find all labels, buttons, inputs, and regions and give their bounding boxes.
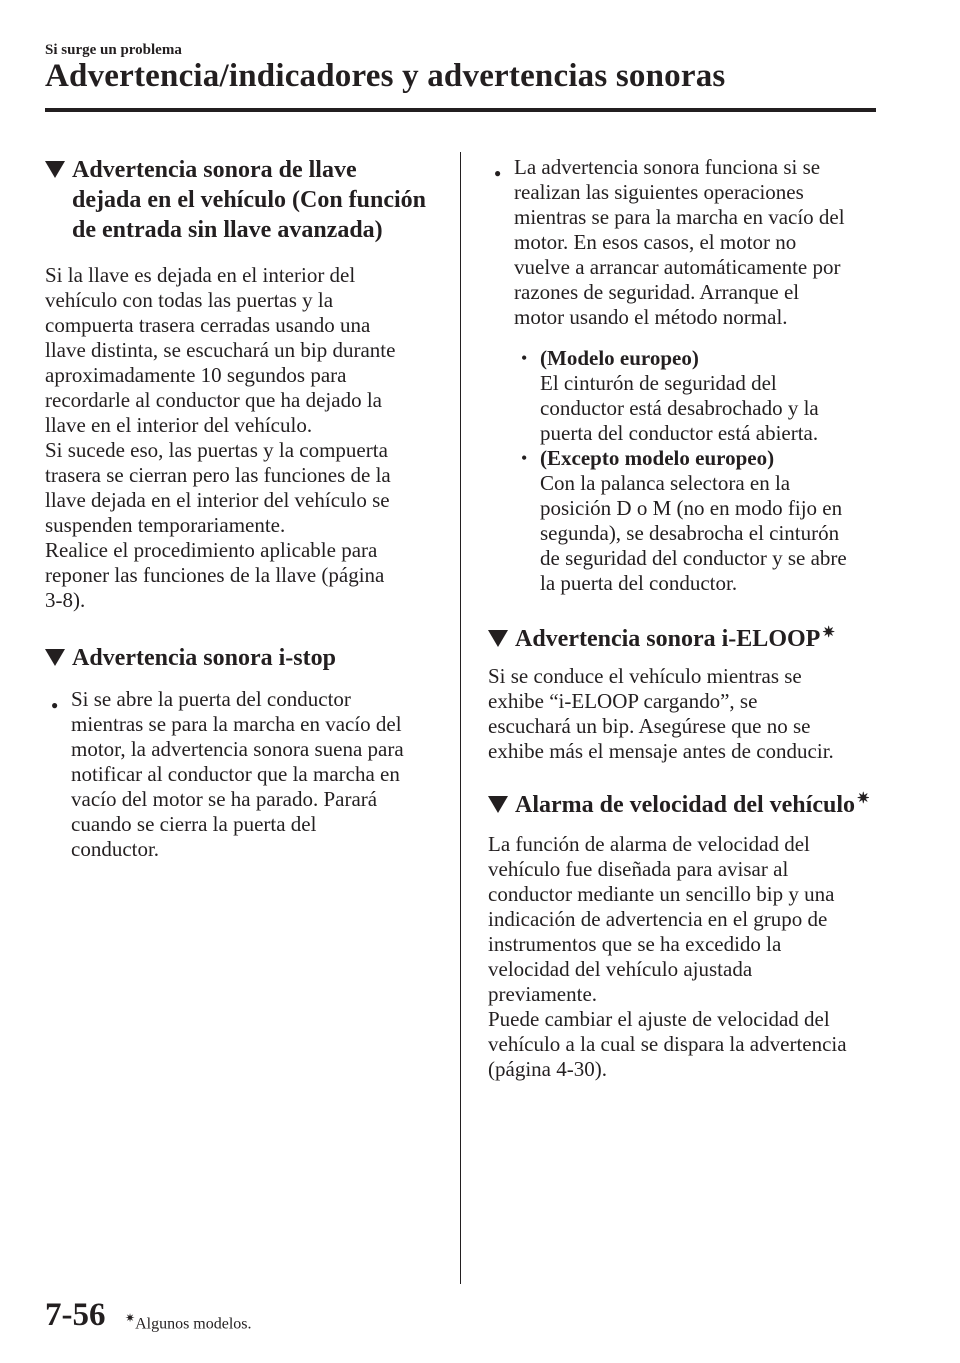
footnote: ✷Algunos modelos. <box>125 1311 252 1333</box>
bullet-item: ● Si se abre la puerta del conductor mientras se para la marcha en vacío del motor, la advertencia sonora suena para notificar al conductor que la marcha en vacío del motor se ha parado. Parará cuando se cierra la puerta del conductor. <box>51 687 404 861</box>
paragraph: Puede cambiar el ajuste de velocidad del vehículo a la cual se dispara la advertencia (página 4-30). <box>488 1007 847 1081</box>
paragraph: Realice el procedimiento aplicable para reponer las funciones de la llave (página 3-8). <box>45 538 385 612</box>
column-divider <box>460 152 461 1284</box>
triangle-marker-icon <box>488 630 508 647</box>
paragraph: Si se conduce el vehículo mientras se exhibe “i-ELOOP cargando”, se escuchará un bip. Asegúrese que no se exhibe más el mensaje antes de conducir. <box>488 664 834 763</box>
left-column <box>45 155 443 862</box>
paragraph: La función de alarma de velocidad del vehículo fue diseñada para avisar al conductor mediante un sencillo bip y una indicación de advertencia en el grupo de instrumentos que se ha excedido la velocidad del vehículo ajustada previamente. <box>488 832 835 1006</box>
section-heading-speed-alarm: Alarma de velocidad del vehículo ✷ <box>488 790 880 820</box>
sub-bullet-icon: • <box>521 448 528 468</box>
triangle-marker-icon <box>45 649 65 666</box>
section-heading-ieloop: Advertencia sonora i-ELOOP ✷ <box>488 624 880 654</box>
sub-bullet-icon: • <box>521 348 528 368</box>
sub-bullet-item: • (Excepto modelo europeo) Con la palanca selectora en la posición D o M (no en modo fijo en segunda), se desabrocha el cinturón de seguridad del conductor y se abre la puerta del conductor. <box>521 446 847 595</box>
header-rule <box>45 108 876 112</box>
bullet-icon: ● <box>494 166 502 180</box>
chapter-kicker: Si surge un problema <box>45 42 182 58</box>
star-icon: ✷ <box>125 1311 136 1325</box>
page-number: 7-56 <box>45 1297 106 1333</box>
paragraph: Si la llave es dejada en el interior del vehículo con todas las puertas y la compuerta trasera cerradas usando una llave distinta, se escuchará un bip durante aproximadamente 10 segundos para recordarle al conductor que ha dejado la llave en el interior del vehículo. <box>45 263 396 437</box>
bullet-icon: ● <box>51 698 59 712</box>
right-column <box>488 155 880 1082</box>
sub-bullet-item: • (Modelo europeo) El cinturón de seguridad del conductor está desabrochado y la puerta del conductor está abierta. <box>521 346 819 445</box>
page-title: Advertencia/indicadores y advertencias sonoras <box>45 58 726 94</box>
paragraph: Si sucede eso, las puertas y la compuerta trasera se cierran pero las funciones de la llave dejada en el interior del vehículo se suspenden temporariamente. <box>45 438 391 537</box>
section-heading-istop: Advertencia sonora i-stop <box>45 643 443 673</box>
section-heading-key-left-warning: Advertencia sonora de llave dejada en el vehículo (Con función de entrada sin llave avanzada) <box>45 155 443 245</box>
triangle-marker-icon <box>45 161 65 178</box>
star-icon: ✷ <box>822 625 835 641</box>
bullet-item: ● La advertencia sonora funciona si se realizan las siguientes operaciones mientras se para la marcha en vacío del motor. En esos casos, el motor no vuelve a arrancar automáticamente por razones de seguridad. Arranque el motor usando el método normal. <box>494 155 845 329</box>
star-icon: ✷ <box>856 791 870 807</box>
triangle-marker-icon <box>488 796 508 813</box>
